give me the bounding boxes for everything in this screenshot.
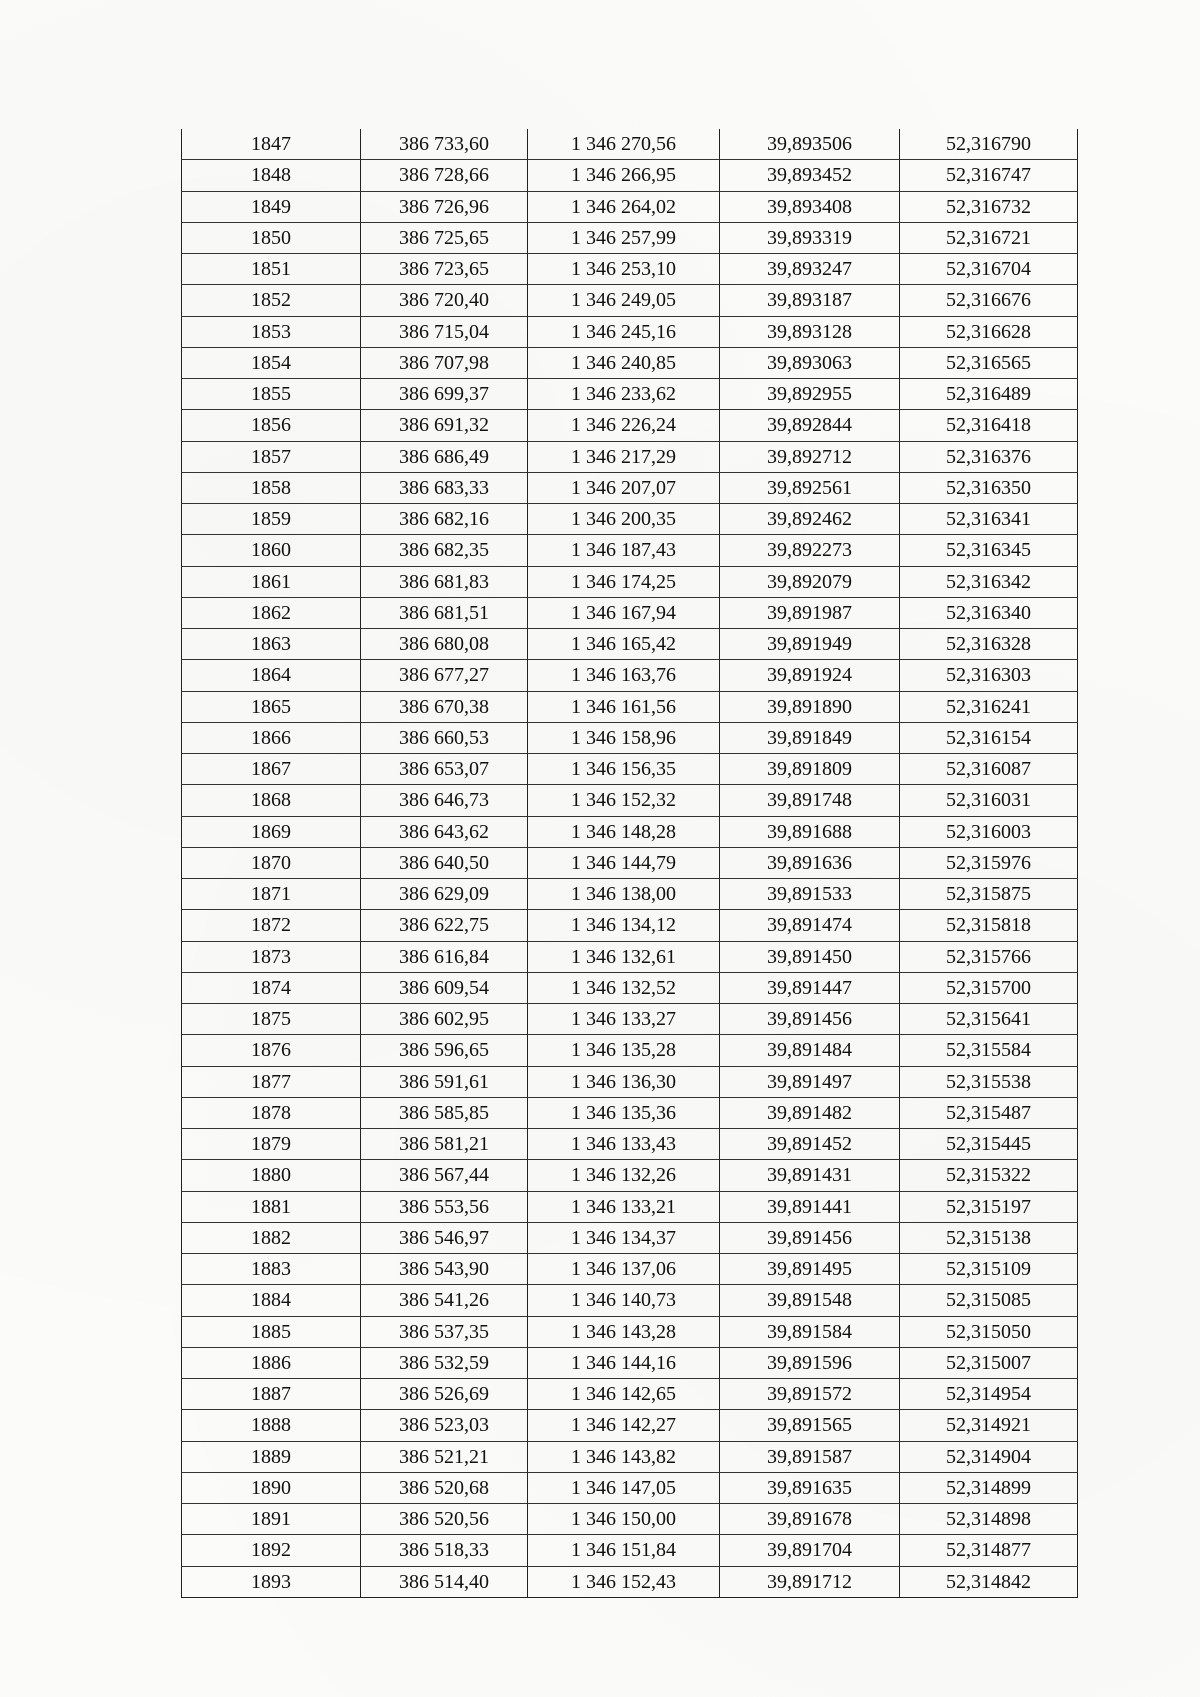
longitude-cell: 52,316704 (900, 254, 1078, 285)
longitude-cell: 52,316087 (900, 754, 1078, 785)
longitude-cell: 52,314904 (900, 1441, 1078, 1472)
latitude-cell: 39,892079 (720, 566, 900, 597)
x-coordinate-cell: 386 720,40 (361, 285, 528, 316)
longitude-cell: 52,314954 (900, 1379, 1078, 1410)
table-row (182, 1222, 1078, 1253)
table-row (182, 1472, 1078, 1503)
x-coordinate-cell: 386 677,27 (361, 660, 528, 691)
latitude-cell: 39,891584 (720, 1316, 900, 1347)
latitude-cell: 39,891447 (720, 972, 900, 1003)
table-row (182, 379, 1078, 410)
x-coordinate-cell: 386 518,33 (361, 1535, 528, 1566)
latitude-cell: 39,892462 (720, 504, 900, 535)
y-coordinate-cell: 1 346 133,27 (528, 1004, 720, 1035)
longitude-cell: 52,316418 (900, 410, 1078, 441)
x-coordinate-cell: 386 680,08 (361, 629, 528, 660)
point-number-cell: 1888 (182, 1410, 361, 1441)
latitude-cell: 39,892561 (720, 472, 900, 503)
table-row (182, 316, 1078, 347)
table-row (182, 129, 1078, 160)
point-number-cell: 1859 (182, 504, 361, 535)
latitude-cell: 39,891452 (720, 1129, 900, 1160)
x-coordinate-cell: 386 537,35 (361, 1316, 528, 1347)
y-coordinate-cell: 1 346 253,10 (528, 254, 720, 285)
x-coordinate-cell: 386 520,68 (361, 1472, 528, 1503)
x-coordinate-cell: 386 546,97 (361, 1222, 528, 1253)
longitude-cell: 52,315976 (900, 847, 1078, 878)
latitude-cell: 39,893063 (720, 347, 900, 378)
point-number-cell: 1874 (182, 972, 361, 1003)
point-number-cell: 1871 (182, 879, 361, 910)
point-number-cell: 1856 (182, 410, 361, 441)
y-coordinate-cell: 1 346 264,02 (528, 191, 720, 222)
latitude-cell: 39,891456 (720, 1004, 900, 1035)
y-coordinate-cell: 1 346 161,56 (528, 691, 720, 722)
point-number-cell: 1850 (182, 222, 361, 253)
longitude-cell: 52,315818 (900, 910, 1078, 941)
point-number-cell: 1855 (182, 379, 361, 410)
y-coordinate-cell: 1 346 132,52 (528, 972, 720, 1003)
point-number-cell: 1851 (182, 254, 361, 285)
y-coordinate-cell: 1 346 270,56 (528, 129, 720, 160)
point-number-cell: 1862 (182, 597, 361, 628)
table-row (182, 972, 1078, 1003)
longitude-cell: 52,315445 (900, 1129, 1078, 1160)
longitude-cell: 52,315197 (900, 1191, 1078, 1222)
coordinates-table (181, 129, 1078, 1598)
y-coordinate-cell: 1 346 135,28 (528, 1035, 720, 1066)
latitude-cell: 39,891712 (720, 1566, 900, 1597)
longitude-cell: 52,316003 (900, 816, 1078, 847)
point-number-cell: 1868 (182, 785, 361, 816)
latitude-cell: 39,892955 (720, 379, 900, 410)
longitude-cell: 52,316376 (900, 441, 1078, 472)
longitude-cell: 52,316350 (900, 472, 1078, 503)
latitude-cell: 39,891635 (720, 1472, 900, 1503)
point-number-cell: 1869 (182, 816, 361, 847)
table-row (182, 847, 1078, 878)
y-coordinate-cell: 1 346 200,35 (528, 504, 720, 535)
table-row (182, 1097, 1078, 1128)
table-row (182, 1129, 1078, 1160)
x-coordinate-cell: 386 523,03 (361, 1410, 528, 1441)
longitude-cell: 52,315050 (900, 1316, 1078, 1347)
y-coordinate-cell: 1 346 174,25 (528, 566, 720, 597)
table-row (182, 1191, 1078, 1222)
table-row (182, 597, 1078, 628)
table-row (182, 1066, 1078, 1097)
table-row (182, 504, 1078, 535)
x-coordinate-cell: 386 526,69 (361, 1379, 528, 1410)
longitude-cell: 52,316721 (900, 222, 1078, 253)
point-number-cell: 1860 (182, 535, 361, 566)
latitude-cell: 39,891482 (720, 1097, 900, 1128)
x-coordinate-cell: 386 681,83 (361, 566, 528, 597)
x-coordinate-cell: 386 683,33 (361, 472, 528, 503)
longitude-cell: 52,315875 (900, 879, 1078, 910)
latitude-cell: 39,891890 (720, 691, 900, 722)
latitude-cell: 39,891924 (720, 660, 900, 691)
y-coordinate-cell: 1 346 233,62 (528, 379, 720, 410)
y-coordinate-cell: 1 346 245,16 (528, 316, 720, 347)
longitude-cell: 52,316340 (900, 597, 1078, 628)
table-row (182, 1535, 1078, 1566)
table-row (182, 1410, 1078, 1441)
latitude-cell: 39,891748 (720, 785, 900, 816)
x-coordinate-cell: 386 682,35 (361, 535, 528, 566)
longitude-cell: 52,315138 (900, 1222, 1078, 1253)
point-number-cell: 1866 (182, 722, 361, 753)
longitude-cell: 52,314842 (900, 1566, 1078, 1597)
table-row (182, 691, 1078, 722)
latitude-cell: 39,892712 (720, 441, 900, 472)
y-coordinate-cell: 1 346 163,76 (528, 660, 720, 691)
point-number-cell: 1875 (182, 1004, 361, 1035)
longitude-cell: 52,316341 (900, 504, 1078, 535)
y-coordinate-cell: 1 346 144,79 (528, 847, 720, 878)
table-row (182, 1160, 1078, 1191)
x-coordinate-cell: 386 653,07 (361, 754, 528, 785)
table-row (182, 754, 1078, 785)
point-number-cell: 1880 (182, 1160, 361, 1191)
longitude-cell: 52,316154 (900, 722, 1078, 753)
y-coordinate-cell: 1 346 217,29 (528, 441, 720, 472)
point-number-cell: 1882 (182, 1222, 361, 1253)
point-number-cell: 1873 (182, 941, 361, 972)
x-coordinate-cell: 386 643,62 (361, 816, 528, 847)
x-coordinate-cell: 386 521,21 (361, 1441, 528, 1472)
y-coordinate-cell: 1 346 249,05 (528, 285, 720, 316)
longitude-cell: 52,315700 (900, 972, 1078, 1003)
x-coordinate-cell: 386 609,54 (361, 972, 528, 1003)
table-row (182, 285, 1078, 316)
y-coordinate-cell: 1 346 165,42 (528, 629, 720, 660)
longitude-cell: 52,314877 (900, 1535, 1078, 1566)
y-coordinate-cell: 1 346 133,43 (528, 1129, 720, 1160)
table-row (182, 879, 1078, 910)
x-coordinate-cell: 386 640,50 (361, 847, 528, 878)
table-row (182, 722, 1078, 753)
y-coordinate-cell: 1 346 148,28 (528, 816, 720, 847)
table-row (182, 629, 1078, 660)
latitude-cell: 39,891688 (720, 816, 900, 847)
latitude-cell: 39,891809 (720, 754, 900, 785)
latitude-cell: 39,893452 (720, 160, 900, 191)
x-coordinate-cell: 386 585,85 (361, 1097, 528, 1128)
longitude-cell: 52,316303 (900, 660, 1078, 691)
longitude-cell: 52,315487 (900, 1097, 1078, 1128)
longitude-cell: 52,315007 (900, 1347, 1078, 1378)
y-coordinate-cell: 1 346 135,36 (528, 1097, 720, 1128)
x-coordinate-cell: 386 723,65 (361, 254, 528, 285)
longitude-cell: 52,316565 (900, 347, 1078, 378)
x-coordinate-cell: 386 699,37 (361, 379, 528, 410)
longitude-cell: 52,314921 (900, 1410, 1078, 1441)
y-coordinate-cell: 1 346 144,16 (528, 1347, 720, 1378)
point-number-cell: 1885 (182, 1316, 361, 1347)
y-coordinate-cell: 1 346 226,24 (528, 410, 720, 441)
y-coordinate-cell: 1 346 147,05 (528, 1472, 720, 1503)
point-number-cell: 1863 (182, 629, 361, 660)
point-number-cell: 1889 (182, 1441, 361, 1472)
point-number-cell: 1853 (182, 316, 361, 347)
latitude-cell: 39,892844 (720, 410, 900, 441)
point-number-cell: 1876 (182, 1035, 361, 1066)
x-coordinate-cell: 386 691,32 (361, 410, 528, 441)
longitude-cell: 52,315584 (900, 1035, 1078, 1066)
table-row (182, 191, 1078, 222)
y-coordinate-cell: 1 346 143,28 (528, 1316, 720, 1347)
latitude-cell: 39,893408 (720, 191, 900, 222)
table-row (182, 1254, 1078, 1285)
point-number-cell: 1858 (182, 472, 361, 503)
table-row (182, 472, 1078, 503)
latitude-cell: 39,892273 (720, 535, 900, 566)
longitude-cell: 52,315641 (900, 1004, 1078, 1035)
x-coordinate-cell: 386 514,40 (361, 1566, 528, 1597)
longitude-cell: 52,316342 (900, 566, 1078, 597)
x-coordinate-cell: 386 629,09 (361, 879, 528, 910)
longitude-cell: 52,315766 (900, 941, 1078, 972)
latitude-cell: 39,893128 (720, 316, 900, 347)
table-row (182, 566, 1078, 597)
point-number-cell: 1890 (182, 1472, 361, 1503)
latitude-cell: 39,893247 (720, 254, 900, 285)
table-row (182, 1566, 1078, 1597)
y-coordinate-cell: 1 346 187,43 (528, 535, 720, 566)
latitude-cell: 39,891533 (720, 879, 900, 910)
y-coordinate-cell: 1 346 134,12 (528, 910, 720, 941)
x-coordinate-cell: 386 715,04 (361, 316, 528, 347)
x-coordinate-cell: 386 682,16 (361, 504, 528, 535)
table-row (182, 441, 1078, 472)
y-coordinate-cell: 1 346 133,21 (528, 1191, 720, 1222)
y-coordinate-cell: 1 346 240,85 (528, 347, 720, 378)
table-row (182, 910, 1078, 941)
table-row (182, 160, 1078, 191)
y-coordinate-cell: 1 346 142,27 (528, 1410, 720, 1441)
coordinates-table-body (182, 129, 1078, 1597)
point-number-cell: 1847 (182, 129, 361, 160)
longitude-cell: 52,315538 (900, 1066, 1078, 1097)
point-number-cell: 1878 (182, 1097, 361, 1128)
x-coordinate-cell: 386 567,44 (361, 1160, 528, 1191)
table-row (182, 1441, 1078, 1472)
latitude-cell: 39,891484 (720, 1035, 900, 1066)
x-coordinate-cell: 386 553,56 (361, 1191, 528, 1222)
longitude-cell: 52,316732 (900, 191, 1078, 222)
x-coordinate-cell: 386 543,90 (361, 1254, 528, 1285)
y-coordinate-cell: 1 346 158,96 (528, 722, 720, 753)
x-coordinate-cell: 386 532,59 (361, 1347, 528, 1378)
point-number-cell: 1879 (182, 1129, 361, 1160)
x-coordinate-cell: 386 707,98 (361, 347, 528, 378)
table-row (182, 1035, 1078, 1066)
x-coordinate-cell: 386 616,84 (361, 941, 528, 972)
longitude-cell: 52,316489 (900, 379, 1078, 410)
point-number-cell: 1867 (182, 754, 361, 785)
latitude-cell: 39,891565 (720, 1410, 900, 1441)
longitude-cell: 52,314899 (900, 1472, 1078, 1503)
latitude-cell: 39,891704 (720, 1535, 900, 1566)
y-coordinate-cell: 1 346 167,94 (528, 597, 720, 628)
longitude-cell: 52,316747 (900, 160, 1078, 191)
longitude-cell: 52,316328 (900, 629, 1078, 660)
y-coordinate-cell: 1 346 132,26 (528, 1160, 720, 1191)
point-number-cell: 1884 (182, 1285, 361, 1316)
table-row (182, 1004, 1078, 1035)
latitude-cell: 39,891431 (720, 1160, 900, 1191)
latitude-cell: 39,891987 (720, 597, 900, 628)
y-coordinate-cell: 1 346 257,99 (528, 222, 720, 253)
y-coordinate-cell: 1 346 140,73 (528, 1285, 720, 1316)
y-coordinate-cell: 1 346 138,00 (528, 879, 720, 910)
latitude-cell: 39,891587 (720, 1441, 900, 1472)
y-coordinate-cell: 1 346 143,82 (528, 1441, 720, 1472)
latitude-cell: 39,891548 (720, 1285, 900, 1316)
x-coordinate-cell: 386 596,65 (361, 1035, 528, 1066)
point-number-cell: 1861 (182, 566, 361, 597)
x-coordinate-cell: 386 520,56 (361, 1504, 528, 1535)
longitude-cell: 52,315109 (900, 1254, 1078, 1285)
table-row (182, 941, 1078, 972)
x-coordinate-cell: 386 541,26 (361, 1285, 528, 1316)
point-number-cell: 1849 (182, 191, 361, 222)
y-coordinate-cell: 1 346 134,37 (528, 1222, 720, 1253)
y-coordinate-cell: 1 346 132,61 (528, 941, 720, 972)
table-row (182, 1316, 1078, 1347)
latitude-cell: 39,891596 (720, 1347, 900, 1378)
x-coordinate-cell: 386 581,21 (361, 1129, 528, 1160)
latitude-cell: 39,893506 (720, 129, 900, 160)
y-coordinate-cell: 1 346 150,00 (528, 1504, 720, 1535)
x-coordinate-cell: 386 728,66 (361, 160, 528, 191)
latitude-cell: 39,891949 (720, 629, 900, 660)
table-row (182, 785, 1078, 816)
point-number-cell: 1872 (182, 910, 361, 941)
longitude-cell: 52,316345 (900, 535, 1078, 566)
point-number-cell: 1848 (182, 160, 361, 191)
longitude-cell: 52,316628 (900, 316, 1078, 347)
y-coordinate-cell: 1 346 142,65 (528, 1379, 720, 1410)
point-number-cell: 1893 (182, 1566, 361, 1597)
x-coordinate-cell: 386 646,73 (361, 785, 528, 816)
x-coordinate-cell: 386 591,61 (361, 1066, 528, 1097)
longitude-cell: 52,315085 (900, 1285, 1078, 1316)
latitude-cell: 39,891474 (720, 910, 900, 941)
point-number-cell: 1852 (182, 285, 361, 316)
latitude-cell: 39,891495 (720, 1254, 900, 1285)
table-row (182, 535, 1078, 566)
y-coordinate-cell: 1 346 156,35 (528, 754, 720, 785)
y-coordinate-cell: 1 346 137,06 (528, 1254, 720, 1285)
longitude-cell: 52,316241 (900, 691, 1078, 722)
y-coordinate-cell: 1 346 152,43 (528, 1566, 720, 1597)
table-row (182, 222, 1078, 253)
point-number-cell: 1886 (182, 1347, 361, 1378)
latitude-cell: 39,893187 (720, 285, 900, 316)
x-coordinate-cell: 386 686,49 (361, 441, 528, 472)
y-coordinate-cell: 1 346 152,32 (528, 785, 720, 816)
longitude-cell: 52,316676 (900, 285, 1078, 316)
point-number-cell: 1892 (182, 1535, 361, 1566)
y-coordinate-cell: 1 346 151,84 (528, 1535, 720, 1566)
point-number-cell: 1877 (182, 1066, 361, 1097)
table-row (182, 1347, 1078, 1378)
x-coordinate-cell: 386 660,53 (361, 722, 528, 753)
point-number-cell: 1891 (182, 1504, 361, 1535)
x-coordinate-cell: 386 726,96 (361, 191, 528, 222)
table-row (182, 1504, 1078, 1535)
y-coordinate-cell: 1 346 266,95 (528, 160, 720, 191)
latitude-cell: 39,891636 (720, 847, 900, 878)
latitude-cell: 39,891456 (720, 1222, 900, 1253)
longitude-cell: 52,316790 (900, 129, 1078, 160)
longitude-cell: 52,314898 (900, 1504, 1078, 1535)
point-number-cell: 1870 (182, 847, 361, 878)
latitude-cell: 39,891678 (720, 1504, 900, 1535)
point-number-cell: 1887 (182, 1379, 361, 1410)
longitude-cell: 52,315322 (900, 1160, 1078, 1191)
latitude-cell: 39,891849 (720, 722, 900, 753)
latitude-cell: 39,891450 (720, 941, 900, 972)
table-row (182, 816, 1078, 847)
point-number-cell: 1881 (182, 1191, 361, 1222)
latitude-cell: 39,891441 (720, 1191, 900, 1222)
x-coordinate-cell: 386 733,60 (361, 129, 528, 160)
table-row (182, 410, 1078, 441)
longitude-cell: 52,316031 (900, 785, 1078, 816)
latitude-cell: 39,891497 (720, 1066, 900, 1097)
x-coordinate-cell: 386 681,51 (361, 597, 528, 628)
y-coordinate-cell: 1 346 136,30 (528, 1066, 720, 1097)
table-row (182, 347, 1078, 378)
x-coordinate-cell: 386 622,75 (361, 910, 528, 941)
table-row (182, 1285, 1078, 1316)
point-number-cell: 1857 (182, 441, 361, 472)
x-coordinate-cell: 386 602,95 (361, 1004, 528, 1035)
y-coordinate-cell: 1 346 207,07 (528, 472, 720, 503)
point-number-cell: 1865 (182, 691, 361, 722)
latitude-cell: 39,893319 (720, 222, 900, 253)
latitude-cell: 39,891572 (720, 1379, 900, 1410)
table-row (182, 254, 1078, 285)
point-number-cell: 1883 (182, 1254, 361, 1285)
point-number-cell: 1854 (182, 347, 361, 378)
table-row (182, 660, 1078, 691)
x-coordinate-cell: 386 670,38 (361, 691, 528, 722)
x-coordinate-cell: 386 725,65 (361, 222, 528, 253)
table-row (182, 1379, 1078, 1410)
point-number-cell: 1864 (182, 660, 361, 691)
